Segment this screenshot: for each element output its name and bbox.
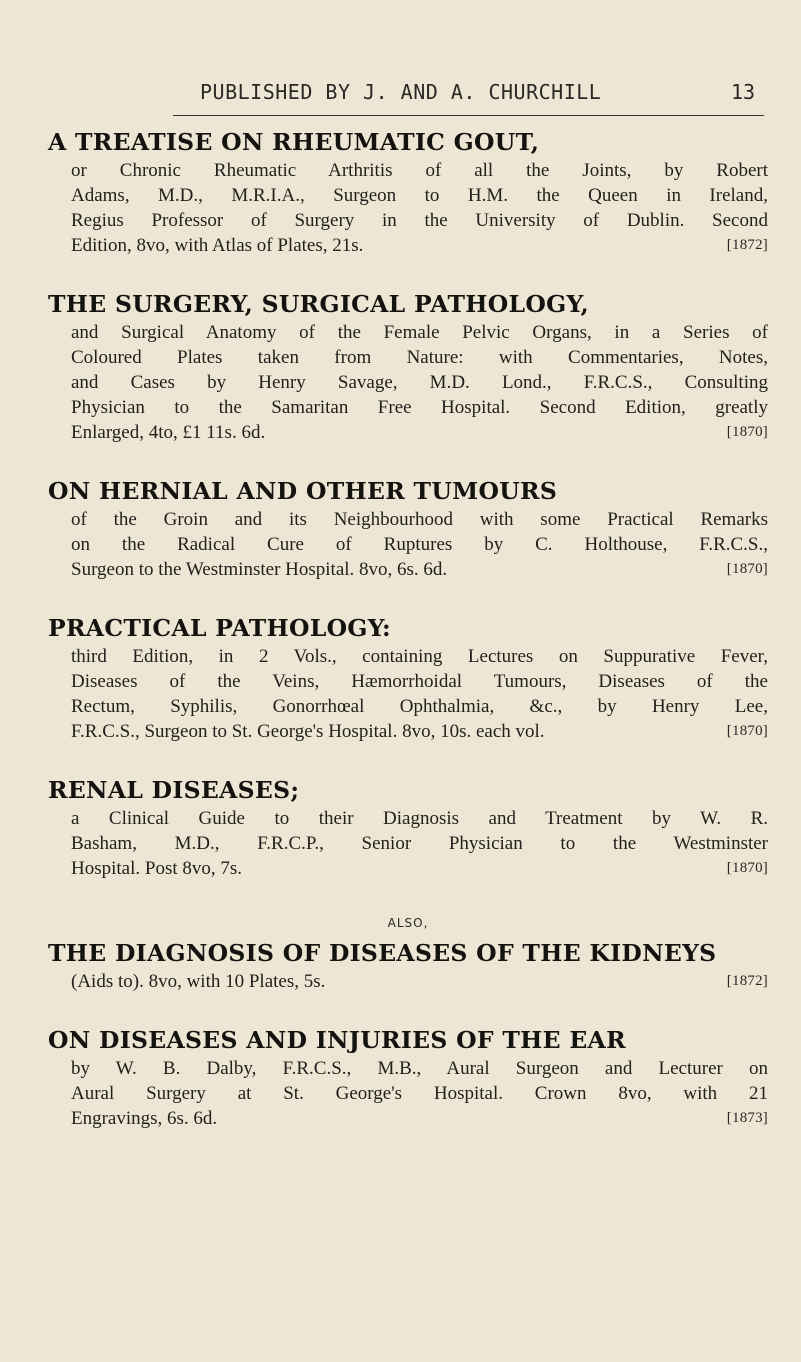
page-number: 13 xyxy=(731,80,756,104)
entry-line xyxy=(71,557,768,582)
entry-line: Diseases of the Veins, Hæmorrhoidal Tumours, Diseases of the xyxy=(71,671,768,692)
publication-date: [1873] xyxy=(726,1110,768,1126)
catalogue-entry xyxy=(48,613,768,744)
running-title: PUBLISHED BY J. AND A. CHURCHILL xyxy=(200,80,602,104)
catalogue-entry xyxy=(48,476,768,582)
entry-description xyxy=(71,158,768,258)
entry-description xyxy=(71,969,768,994)
catalogue-entry xyxy=(48,775,768,881)
entry-line-text: F.R.C.S., Surgeon to St. George's Hospital. 8vo, 10s. each vol. xyxy=(71,721,545,742)
entry-line xyxy=(71,1106,768,1131)
publication-date: [1870] xyxy=(726,561,768,577)
entry-line: Basham, M.D., F.R.C.P., Senior Physician to the Westminster xyxy=(71,833,768,854)
entry-line-text: Edition, 8vo, with Atlas of Plates, 21s. xyxy=(71,235,364,256)
publication-date: [1870] xyxy=(726,860,768,876)
entry-line: of the Groin and its Neighbourhood with some Practical Remarks xyxy=(71,509,768,530)
entry-title: PRACTICAL PATHOLOGY: xyxy=(48,614,391,642)
entry-line xyxy=(71,719,768,744)
entry-line-text: Surgeon to the Westminster Hospital. 8vo, 6s. 6d. xyxy=(71,559,448,580)
also-label: ALSO, xyxy=(387,916,429,930)
header-rule xyxy=(173,115,764,116)
entry-line: and Cases by Henry Savage, M.D. Lond., F.R.C.S., Consulting xyxy=(71,372,768,393)
entry-line: Coloured Plates taken from Nature: with Commentaries, Notes, xyxy=(71,347,768,368)
running-head xyxy=(0,80,801,110)
entry-description xyxy=(71,507,768,582)
entry-line: on the Radical Cure of Ruptures by C. Holthouse, F.R.C.S., xyxy=(71,534,768,555)
entry-description xyxy=(71,644,768,744)
entry-line: Adams, M.D., M.R.I.A., Surgeon to H.M. the Queen in Ireland, xyxy=(71,185,768,206)
entry-title: A TREATISE ON RHEUMATIC GOUT, xyxy=(48,128,540,156)
entry-line: by W. B. Dalby, F.R.C.S., M.B., Aural Surgeon and Lecturer on xyxy=(71,1058,768,1079)
entry-description xyxy=(71,1056,768,1131)
catalogue-entry xyxy=(48,289,768,445)
entry-line: a Clinical Guide to their Diagnosis and Treatment by W. R. xyxy=(71,808,768,829)
publication-date: [1872] xyxy=(726,237,768,253)
entry-line-text: (Aids to). 8vo, with 10 Plates, 5s. xyxy=(71,971,326,992)
publication-date: [1870] xyxy=(726,424,768,440)
entry-title: THE SURGERY, SURGICAL PATHOLOGY, xyxy=(48,290,590,318)
entry-description xyxy=(71,320,768,445)
entry-line: third Edition, in 2 Vols., containing Lectures on Suppurative Fever, xyxy=(71,646,768,667)
entry-line-text: Engravings, 6s. 6d. xyxy=(71,1108,218,1129)
entry-line: and Surgical Anatomy of the Female Pelvic Organs, in a Series of xyxy=(71,322,768,343)
entry-line xyxy=(71,856,768,881)
entry-line xyxy=(71,420,768,445)
entry-line: Physician to the Samaritan Free Hospital. Second Edition, greatly xyxy=(71,397,768,418)
entry-line: or Chronic Rheumatic Arthritis of all the Joints, by Robert xyxy=(71,160,768,181)
entry-title: ON DISEASES AND INJURIES OF THE EAR xyxy=(48,1026,626,1054)
entry-line: Rectum, Syphilis, Gonorrhœal Ophthalmia, &c., by Henry Lee, xyxy=(71,696,768,717)
entry-description xyxy=(71,806,768,881)
catalogue-entry xyxy=(48,127,768,258)
catalogue-entry xyxy=(48,938,768,994)
entry-title: RENAL DISEASES; xyxy=(48,776,300,804)
publication-date: [1872] xyxy=(726,973,768,989)
entry-line: Regius Professor of Surgery in the University of Dublin. Second xyxy=(71,210,768,231)
entry-line-text: Enlarged, 4to, £1 11s. 6d. xyxy=(71,422,266,443)
entry-line-text: Hospital. Post 8vo, 7s. xyxy=(71,858,243,879)
catalogue-entries xyxy=(48,127,768,1131)
entry-title: ON HERNIAL AND OTHER TUMOURS xyxy=(48,477,558,505)
entry-title: THE DIAGNOSIS OF DISEASES OF THE KIDNEYS xyxy=(48,939,717,967)
catalogue-entry xyxy=(48,1025,768,1131)
entry-line xyxy=(71,233,768,258)
entry-line: Aural Surgery at St. George's Hospital. Crown 8vo, with 21 xyxy=(71,1083,768,1104)
entry-line xyxy=(71,969,768,994)
publication-date: [1870] xyxy=(726,723,768,739)
